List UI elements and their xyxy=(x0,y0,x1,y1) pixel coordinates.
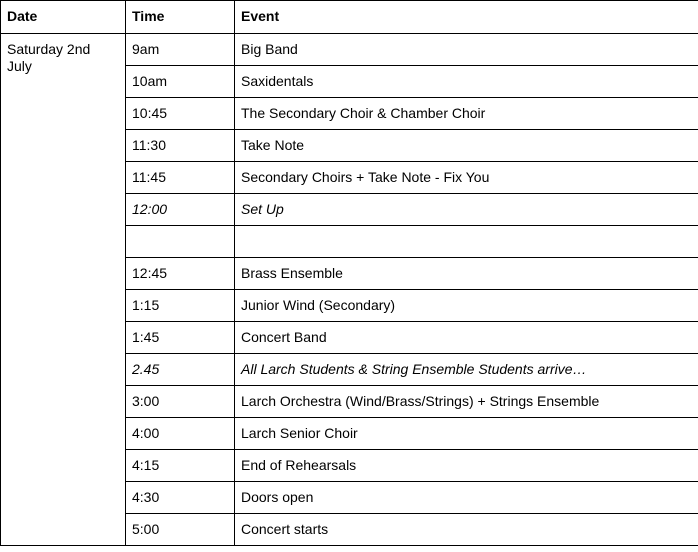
time-cell: 11:45 xyxy=(126,162,235,194)
event-cell: End of Rehearsals xyxy=(235,450,698,482)
time-cell: 10:45 xyxy=(126,98,235,130)
time-cell: 4:15 xyxy=(126,450,235,482)
time-cell: 11:30 xyxy=(126,130,235,162)
event-cell: Larch Senior Choir xyxy=(235,418,698,450)
time-cell xyxy=(126,226,235,258)
header-date: Date xyxy=(1,1,126,34)
time-cell: 12:45 xyxy=(126,258,235,290)
event-cell: Take Note xyxy=(235,130,698,162)
time-cell: 1:15 xyxy=(126,290,235,322)
time-cell: 12:00 xyxy=(126,194,235,226)
header-row xyxy=(1,1,698,34)
date-cell: Saturday 2nd July xyxy=(1,34,126,546)
time-cell: 4:00 xyxy=(126,418,235,450)
event-cell: Concert Band xyxy=(235,322,698,354)
time-cell: 3:00 xyxy=(126,386,235,418)
header-time: Time xyxy=(126,1,235,34)
event-cell: Saxidentals xyxy=(235,66,698,98)
event-cell: Big Band xyxy=(235,34,698,66)
event-cell: All Larch Students & String Ensemble Students arrive… xyxy=(235,354,698,386)
time-cell: 2.45 xyxy=(126,354,235,386)
event-cell: Secondary Choirs + Take Note - Fix You xyxy=(235,162,698,194)
event-cell: Doors open xyxy=(235,482,698,514)
time-cell: 5:00 xyxy=(126,514,235,546)
time-cell: 9am xyxy=(126,34,235,66)
event-cell: Set Up xyxy=(235,194,698,226)
time-cell: 1:45 xyxy=(126,322,235,354)
header-event: Event xyxy=(235,1,698,34)
event-cell: Brass Ensemble xyxy=(235,258,698,290)
event-cell xyxy=(235,226,698,258)
table-row xyxy=(1,34,698,66)
event-cell: Concert starts xyxy=(235,514,698,546)
event-cell: Junior Wind (Secondary) xyxy=(235,290,698,322)
event-cell: Larch Orchestra (Wind/Brass/Strings) + Strings Ensemble xyxy=(235,386,698,418)
time-cell: 4:30 xyxy=(126,482,235,514)
time-cell: 10am xyxy=(126,66,235,98)
event-cell: The Secondary Choir & Chamber Choir xyxy=(235,98,698,130)
